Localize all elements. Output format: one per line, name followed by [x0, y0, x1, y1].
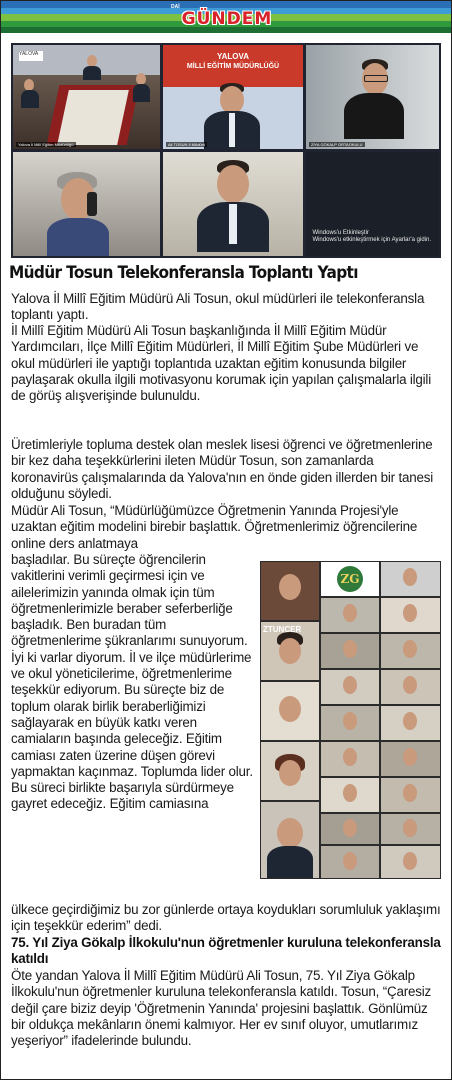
gallery-photo: [260, 561, 441, 879]
gallery-tile-name: ZTUNCER: [263, 625, 302, 634]
paragraph-4-intro: Müdür Ali Tosun, “Müdürlüğümüzce Öğretmenin Yanında Projesi'yle uzaktan eğitim modelini birebir başlattık. Öğretmenlerimiz öğrencilerine online ders anlatmaya: [11, 503, 418, 551]
photo-tile-participant-3: [306, 45, 439, 149]
masthead: [1, 1, 451, 33]
photo-tile-director: [163, 45, 303, 149]
tile-label-2: Ali TOSUN İl Müdürü: [168, 142, 206, 147]
photo-tile-empty: [306, 152, 439, 256]
photo-tile-participant-4: [13, 152, 160, 256]
headline: Müdür Tosun Telekonferansla Toplantı Yaptı: [9, 263, 358, 282]
paragraph-2: İl Millî Eğitim Müdürü Ali Tosun başkanlığında İl Millî Eğitim Müdür Yardımcıları, İlçe Millî Eğitim Müdürleri, İl Millî Eğitim Şube Müdürleri ve okul müdürleri ile yaptığı toplantıda uzaktan eğitim konusunda bilgiler paylaşarak okulla ilgili motivasyonu korumak için yapılan çalışmalarla ilgili de görüş alışverişinde bulunuldu.: [11, 323, 431, 404]
conference-photo: [11, 43, 441, 258]
banner-bottom: MİLLİ EĞİTİM MÜDÜRLÜĞÜ: [186, 63, 280, 70]
paragraph-3: Üretimleriyle topluma destek olan meslek lisesi öğrenci ve öğretmenlerine bir kez daha teşekkürlerini ileten Müdür Tosun, son zamanlarda koronavirüs çalışmalarında da Yalova'nın en önde giden illerden bir tanesi olduğunu söyledi.: [11, 437, 433, 501]
photo-tile-participant-5: [163, 152, 303, 256]
windows-activation-note: Windows'u Etkinleştir Windows'u etkinleştirmek için Ayarlar'a gidin.: [312, 230, 431, 243]
paragraph-1: Yalova İl Millî Eğitim Müdürü Ali Tosun, okul müdürleri ile telekonferansla toplantı yaptı.: [11, 291, 425, 323]
paragraph-4-quote: başladılar. Bu süreçte öğrencilerin vakitlerini verimli geçirmesi için ve ailelerimizin yanında olmak için tüm öğretmenlerimizle beraber seferberliğe başladık. Ben buradan tüm öğretmenlerime şükranlarımı sunuyorum. İyi ki varlar diyorum. İl ve ilçe müdürlerime ve okul yöneticilerime, öğretmenlerime teşekkür ediyorum. Bu süreçte biz de toplum olarak birlik beraberliğimizi sağlayarak en büyük katkı veren camiaların başında geleceğiz. Eğitim camiası zaten üzerine düşen görevi yapmaktan kaçınmaz. Toplumda lider olur. Bu süreci birlikte başarıyla sürdürmeye gayret edeceğiz. Eğitim camiasına: [11, 552, 253, 812]
subheading: 75. Yıl Ziya Gökalp İlkokulu'nun öğretmenler kuruluna telekonferansla katıldı: [11, 935, 441, 967]
masthead-sub: DAİ: [171, 4, 180, 10]
school-logo: ZG: [337, 566, 363, 592]
tile-label-3: ZİYA GÖKALP ORTAOKULU: [311, 142, 363, 147]
banner-top: YALOVA: [216, 52, 249, 61]
paragraph-4-end: ülkece geçirdiğimiz bu zor günlerde ortaya koydukları sorumluluk yaklaşımı için teşekkür ederim” dedi.: [11, 902, 441, 934]
photo-tile-meeting-room: YALOVA Yalova İl Millî Eğitim Müdürlüğü: [13, 45, 160, 149]
masthead-title: GÜNDEM: [181, 9, 273, 29]
paragraph-5: Öte yandan Yalova İl Millî Eğitim Müdürü Ali Tosun, 75. Yıl Ziya Gökalp İlkokulu'nun öğretmenler kuruluna telekonferansla katıldı. Tosun, “Çaresiz değil çare biziz deyip 'Öğretmenin Yanında' projesini başlattık. Gönlümüz bir oldukça mekânların önemi kalmıyor. Her ev sınıf oluyor, umutlarımız yeşeriyor” ifadelerinde bulundu.: [11, 968, 431, 1049]
tile-label-1: Yalova İl Millî Eğitim Müdürlüğü: [18, 142, 74, 147]
